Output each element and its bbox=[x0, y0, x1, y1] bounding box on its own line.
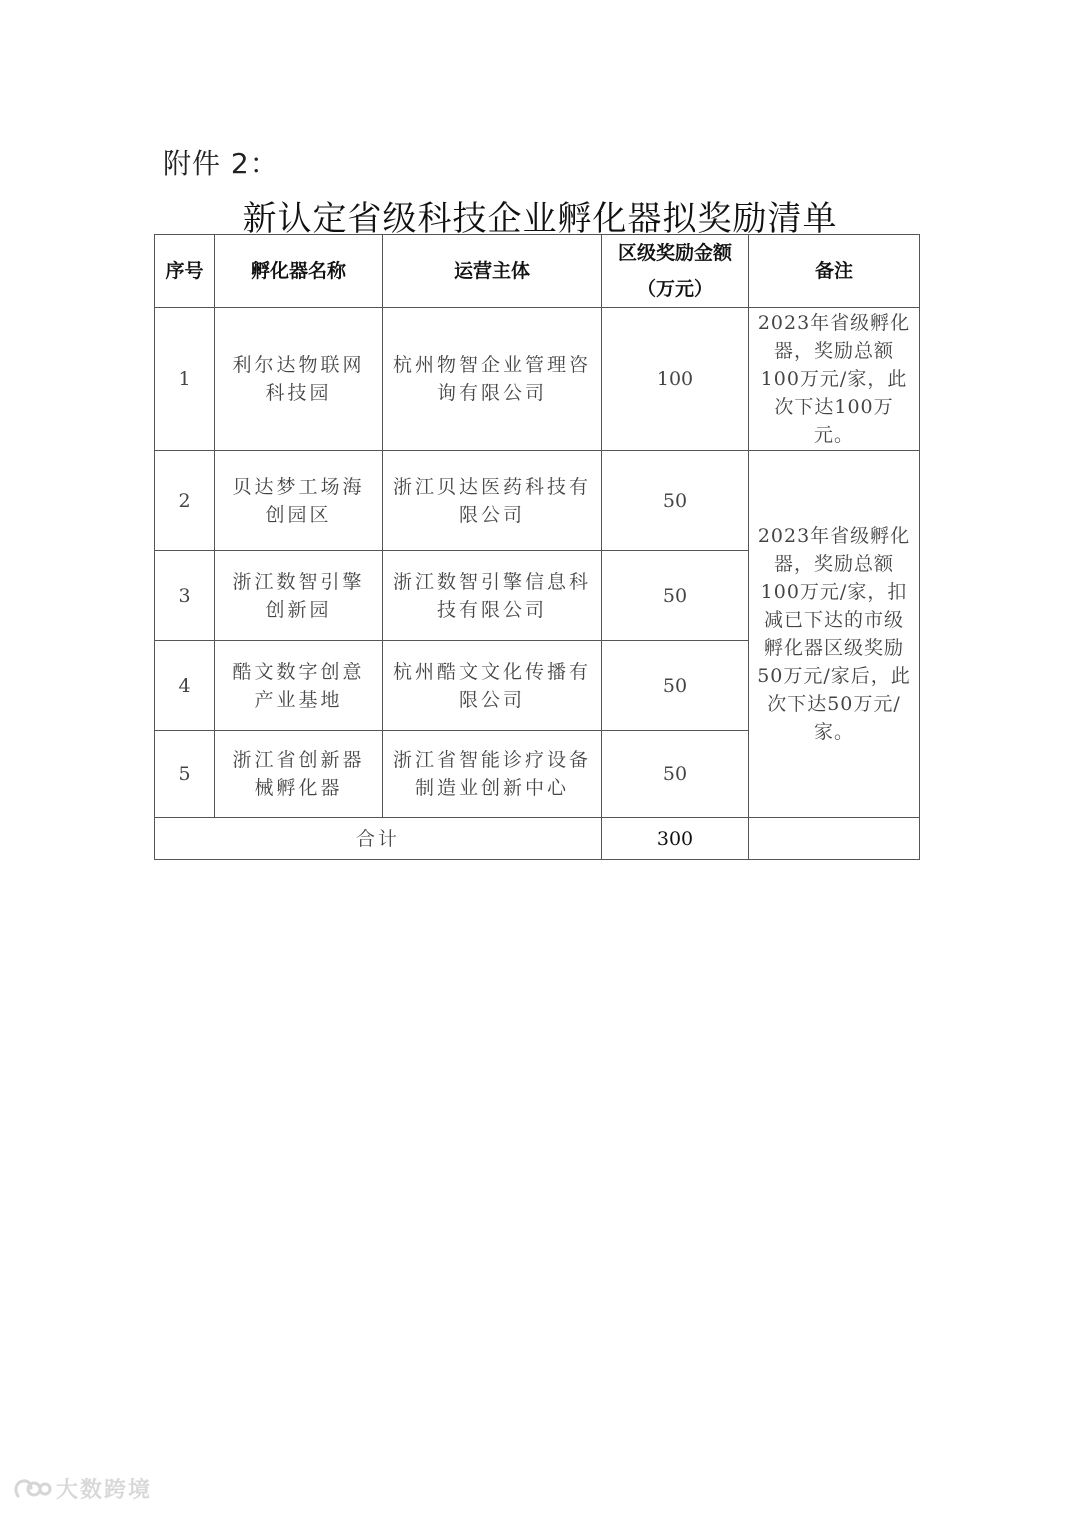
row-amount: 50 bbox=[602, 551, 749, 641]
row-operator: 浙江数智引擎信息科技有限公司 bbox=[383, 551, 602, 641]
award-table bbox=[154, 234, 920, 860]
header-remark: 备注 bbox=[749, 235, 920, 308]
row-seq: 4 bbox=[155, 641, 215, 731]
row-operator: 浙江贝达医药科技有限公司 bbox=[383, 451, 602, 551]
row-seq: 2 bbox=[155, 451, 215, 551]
row-amount: 50 bbox=[602, 731, 749, 818]
row-operator: 杭州物智企业管理咨询有限公司 bbox=[383, 308, 602, 451]
row-amount: 100 bbox=[602, 308, 749, 451]
header-name: 孵化器名称 bbox=[215, 235, 383, 308]
row-name: 利尔达物联网科技园 bbox=[215, 308, 383, 451]
row-name: 浙江省创新器械孵化器 bbox=[215, 731, 383, 818]
table-row bbox=[155, 308, 920, 451]
row-operator: 浙江省智能诊疗设备制造业创新中心 bbox=[383, 731, 602, 818]
watermark-text: 大数跨境 bbox=[56, 1478, 153, 1503]
header-row bbox=[155, 235, 920, 308]
total-remark bbox=[749, 818, 920, 860]
row-seq: 5 bbox=[155, 731, 215, 818]
row-seq: 3 bbox=[155, 551, 215, 641]
row-operator: 杭州酷文文化传播有限公司 bbox=[383, 641, 602, 731]
row-seq: 1 bbox=[155, 308, 215, 451]
total-row bbox=[155, 818, 920, 860]
total-label: 合计 bbox=[155, 818, 602, 860]
table-row bbox=[155, 451, 920, 551]
row-name: 贝达梦工场海创园区 bbox=[215, 451, 383, 551]
merged-remark: 2023年省级孵化器，奖励总额100万元/家，扣减已下达的市级孵化器区级奖励50万元/家后，此次下达50万元/家。 bbox=[749, 451, 920, 818]
row-amount: 50 bbox=[602, 451, 749, 551]
row-amount: 50 bbox=[602, 641, 749, 731]
attachment-label: 附件 2： bbox=[163, 147, 279, 180]
header-seq: 序号 bbox=[155, 235, 215, 308]
header-operator: 运营主体 bbox=[383, 235, 602, 308]
document-title: 新认定省级科技企业孵化器拟奖励清单 bbox=[242, 199, 838, 239]
row-remark: 2023年省级孵化器，奖励总额100万元/家，此次下达100万元。 bbox=[749, 308, 920, 451]
watermark bbox=[12, 1473, 152, 1504]
row-name: 酷文数字创意产业基地 bbox=[215, 641, 383, 731]
header-amount: 区级奖励金额（万元） bbox=[602, 235, 749, 308]
watermark-logo-icon bbox=[12, 1476, 52, 1502]
row-name: 浙江数智引擎创新园 bbox=[215, 551, 383, 641]
total-amount: 300 bbox=[602, 818, 749, 860]
